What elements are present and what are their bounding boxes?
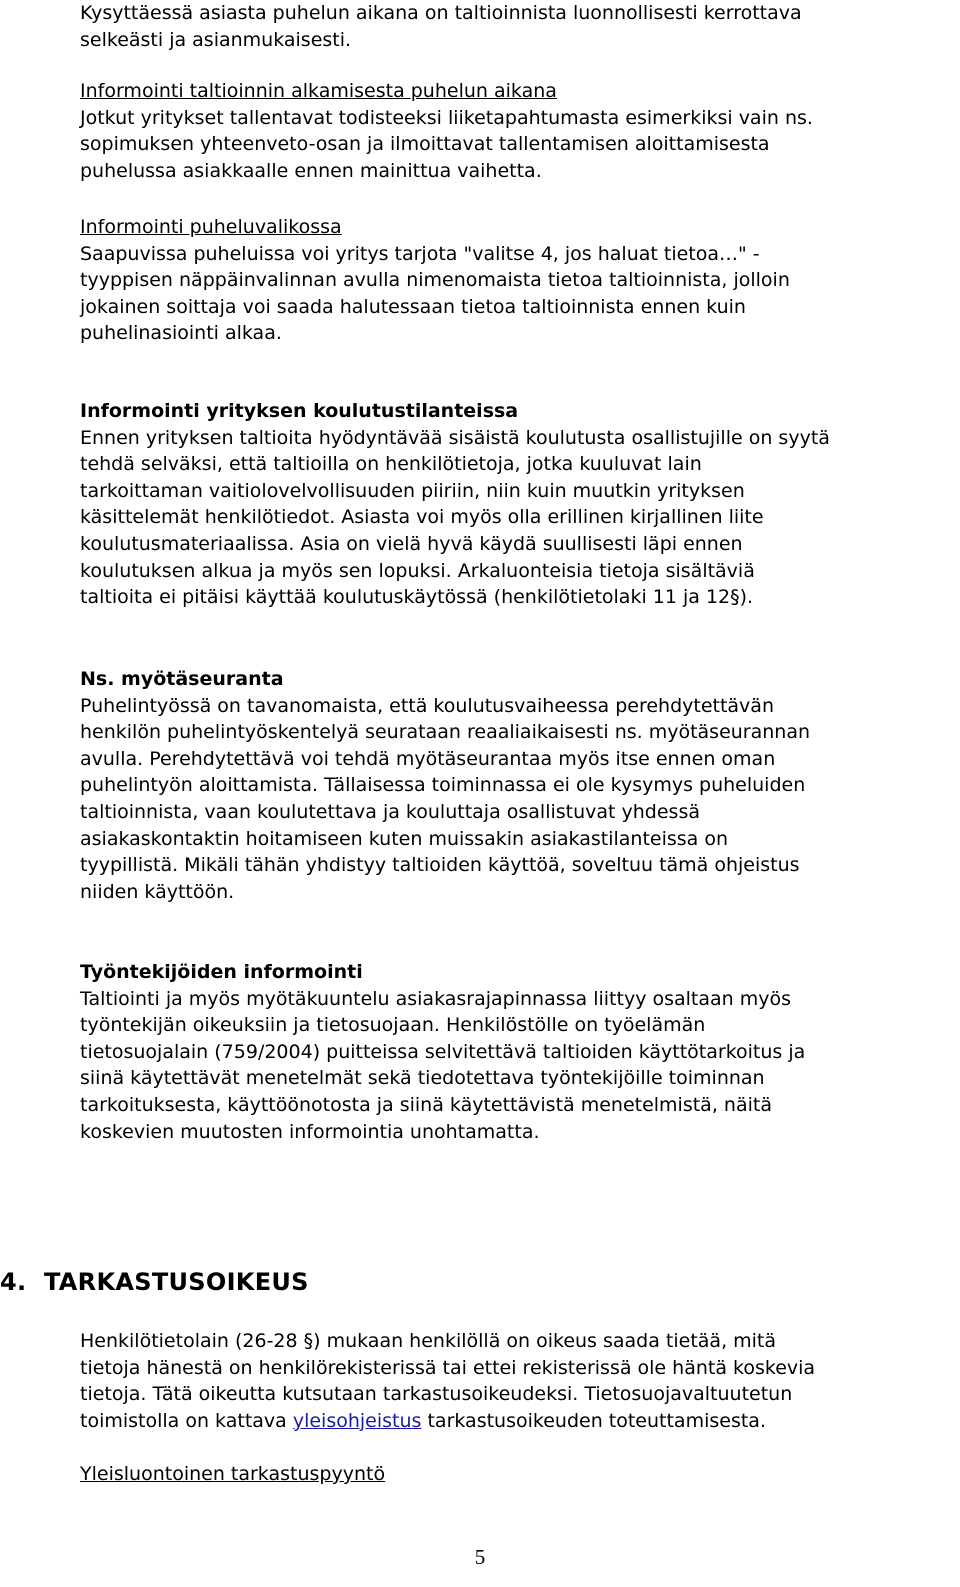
section-number: 4. [0,1268,27,1296]
text-line: Puhelintyössä on tavanomaista, että koulutusvaiheessa perehdytettävän [80,694,774,717]
employees-section [80,959,960,1145]
text-line: tietoja hänestä on henkilörekisterissä tai ettei rekisterissä ole häntä koskevia [80,1356,816,1379]
text-line [80,1408,960,1435]
text-line: Kysyttäessä asiasta puhelun aikana on taltioinnista luonnollisesti kerrottava [80,2,802,24]
section-4-heading [0,1268,309,1296]
training-section [80,398,960,611]
text-line: Saapuvissa puheluissa voi yritys tarjota "valitse 4, jos haluat tietoa…" - [80,242,760,265]
text-line: tehdä selväksi, että taltioilla on henkilötietoja, jotka kuuluvat lain [80,453,702,476]
text-line: sopimuksen yhteenveto-osan ja ilmoittavat tallentamisen aloittamisesta [80,133,770,156]
text-line: koskevien muutosten informointia unohtamatta. [80,1120,540,1143]
text-line: tyypillistä. Mikäli tähän yhdistyy taltioiden käyttöä, soveltuu tämä ohjeistus [80,854,800,877]
text-line: Taltiointi ja myös myötäkuuntelu asiakasrajapinnassa liittyy osaltaan myös [80,987,792,1010]
page-number: 5 [474,1545,486,1569]
text-line: henkilön puhelintyöskentelyä seurataan reaaliaikaisesti ns. myötäseurannan [80,721,811,744]
text-line: Ennen yrityksen taltioita hyödyntävää sisäistä koulutusta osallistujille on syytä [80,426,830,449]
section-heading: Informointi yrityksen koulutustilanteissa [80,400,519,422]
text-line: tarkoittaman vaitiolovelvollisuuden piiriin, niin kuin muutkin yrityksen [80,479,745,502]
text-line: tietoja. Tätä oikeutta kutsutaan tarkastusoikeudeksi. Tietosuojavaltuutetun [80,1383,793,1406]
text-line: puhelintyön aloittamista. Tällaisessa toiminnassa ei ole kysymys puheluiden [80,774,806,797]
general-inspection-request-heading: Yleisluontoinen tarkastuspyyntö [80,1463,386,1485]
section-4-paragraph [80,1328,960,1434]
text-line: siinä käytettävät menetelmät sekä tiedotettava työntekijöille toiminnan [80,1067,765,1090]
general-guidance-link[interactable]: yleisohjeistus [292,1409,422,1432]
section-heading: Ns. myötäseuranta [80,668,284,690]
text-line: työntekijän oikeuksiin ja tietosuojaan. Henkilöstölle on työelämän [80,1014,706,1037]
text-fragment: toimistolla on kattava [80,1409,293,1432]
text-line: puhelinasiointi alkaa. [80,322,282,345]
text-line: taltioinnista, vaan koulutettava ja kouluttaja osallistuvat yhdessä [80,800,700,823]
text-line: taltioita ei pitäisi käyttää koulutuskäytössä (henkilötietolaki 11 ja 12§). [80,586,754,609]
section-heading: Informointi puheluvalikossa [80,216,342,238]
section-title: TARKASTUSOIKEUS [44,1268,309,1296]
shadowing-section [80,666,960,905]
text-line: asiakaskontaktin hoitamiseen kuten muissakin asiakastilanteissa on [80,827,729,850]
text-fragment: tarkastusoikeuden toteuttamisesta. [421,1409,766,1432]
text-line: käsittelemät henkilötiedot. Asiasta voi myös olla erillinen kirjallinen liite [80,506,764,529]
text-line: koulutuksen alkua ja myös sen lopuksi. Arkaluonteisia tietoja sisältäviä [80,559,755,582]
text-line: jokainen soittaja voi saada halutessaan tietoa taltioinnista ennen kuin [80,295,746,318]
text-line: Henkilötietolain (26-28 §) mukaan henkilöllä on oikeus saada tietää, mitä [80,1330,777,1352]
informing-menu-section [80,214,960,347]
text-line: Jotkut yritykset tallentavat todisteeksi liiketapahtumasta esimerkiksi vain ns. [80,106,813,129]
text-line: selkeästi ja asianmukaisesti. [80,28,352,51]
text-line: avulla. Perehdytettävä voi tehdä myötäseurantaa myös itse ennen oman [80,747,776,770]
text-line: tietosuojalain (759/2004) puitteissa selvitettävä taltioiden käyttötarkoitus ja [80,1040,806,1063]
section-heading: Informointi taltioinnin alkamisesta puhelun aikana [80,80,557,102]
text-line: koulutusmateriaalissa. Asia on vielä hyvä käydä suullisesti läpi ennen [80,532,743,555]
intro-paragraph [80,0,960,53]
text-line: niiden käyttöön. [80,880,235,903]
informing-during-call-section [80,78,960,184]
text-line: tyyppisen näppäinvalinnan avulla nimenomaista tietoa taltioinnista, jolloin [80,269,790,292]
text-line: tarkoituksesta, käyttöönotosta ja siinä käytettävistä menetelmistä, näitä [80,1093,772,1116]
section-heading: Työntekijöiden informointi [80,961,363,983]
text-line: puhelussa asiakkaalle ennen mainittua vaihetta. [80,159,542,182]
